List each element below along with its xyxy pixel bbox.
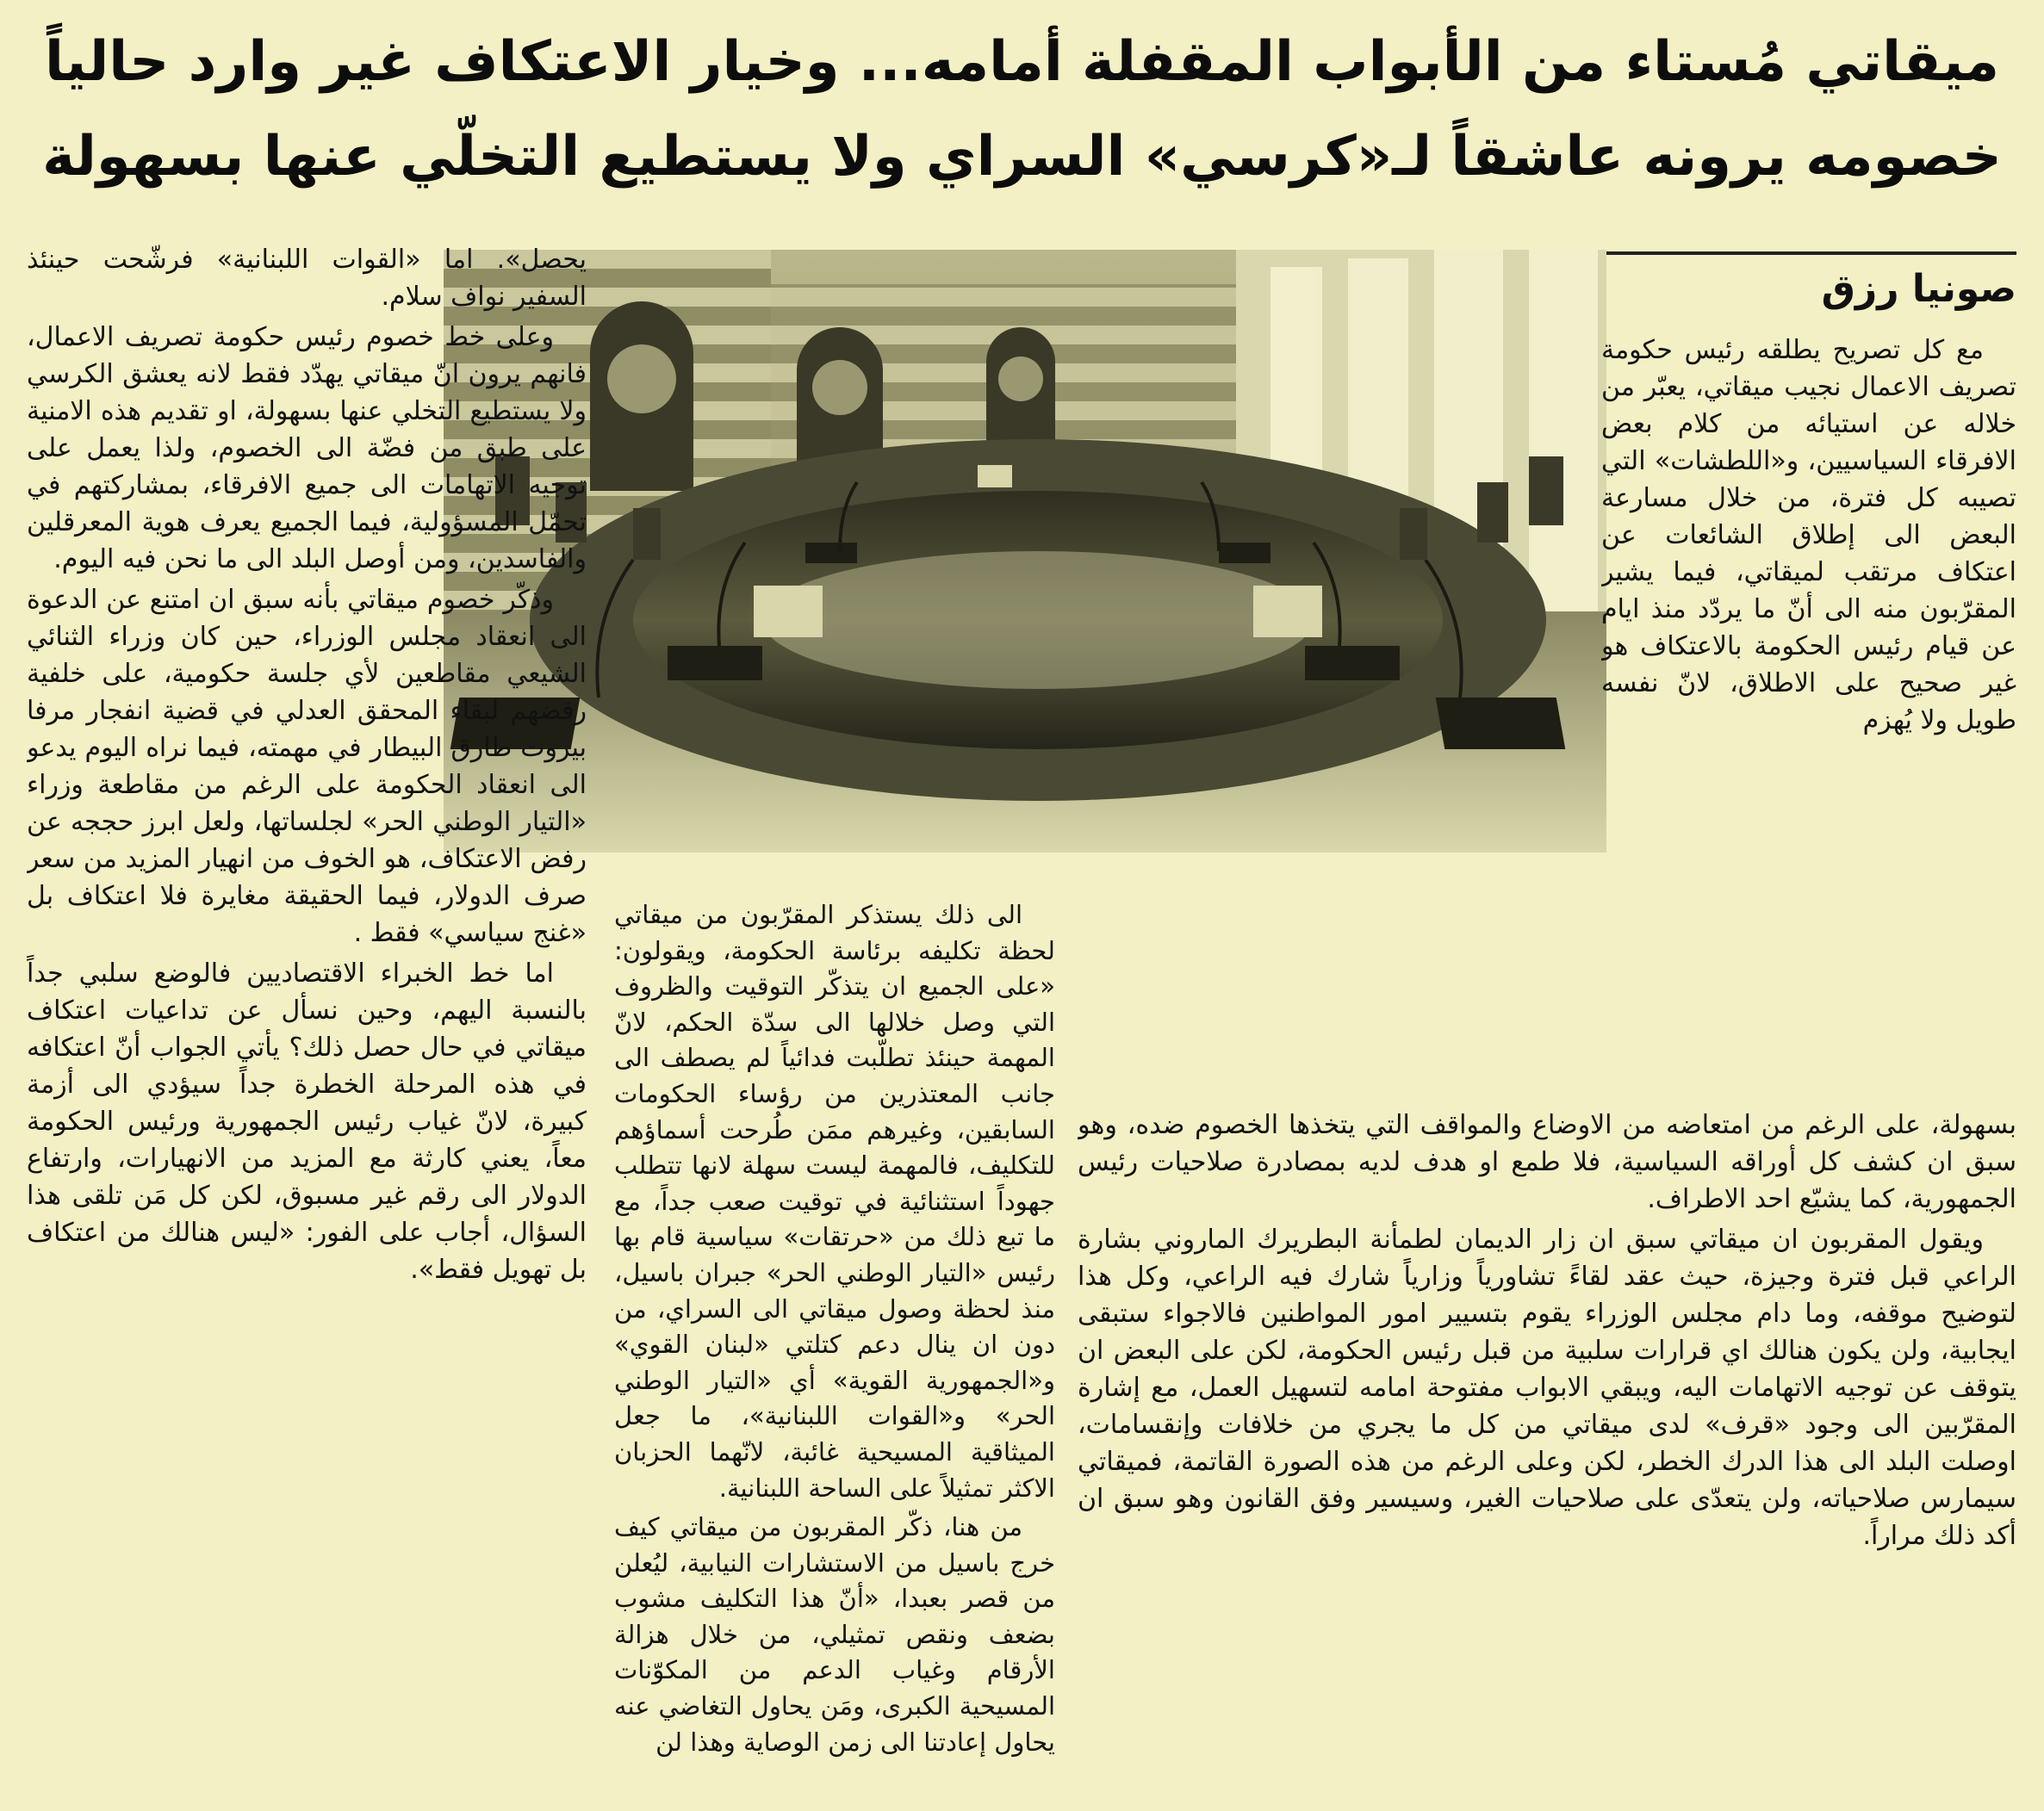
headline-line-1: ميقاتي مُستاء من الأبواب المقفلة أمامه... وخيار الاعتكاف غير وارد حالياً [45,30,1999,94]
paragraph: وذكّر خصوم ميقاتي بأنه سبق ان امتنع عن الدعوة الى انعقاد مجلس الوزراء، حين كان وزراء الثنائي الشيعي مقاطعين لأي جلسة حكومية، على خلفية رفضهم لبقاء المحقق العدلي في قضية انفجار مرفا بيروت طارق البيطار في مهمته، فيما نراه اليوم يدعو الى انعقاد الحكومة على الرغم من مقاطعة وزراء «التيار الوطني الحر» لجلساتها، ولعل ابرز حججه عن رفض الاعتكاف، هو الخوف من انهيار المزيد من سعر صرف الدولار، فيما الحقيقة مغايرة فلا اعتكاف بل «غنج سياسي» فقط . [27,585,587,948]
paragraph: يحصل». اما «القوات اللبنانية» فرشّحت حينئذ السفير نواف سلام. [27,245,587,312]
paragraph: مع كل تصريح يطلقه رئيس حكومة تصريف الاعمال نجيب ميقاتي، يعبّر من خلاله عن استيائه من كلام بعض الافرقاء السياسيين، و«اللطشات» التي تصيبه كل فترة، من خلال مسارعة البعض الى إطلاق الشائعات عن اعتكاف مرتقب لميقاتي، فيما يشير المقرّبون منه الى أنّ ما يردّد منذ ايام عن قيام رئيس الحكومة بالاعتكاف هو غير صحيح على الاطلاق، لانّ نفسه طويل ولا يُهزم [1601,335,2016,735]
paragraph: اما خط الخبراء الاقتصاديين فالوضع سلبي جداً بالنسبة اليهم، وحين نسأل عن تداعيات اعتكاف ميقاتي في حال حصل ذلك؟ يأتي الجواب أنّ اعتكافه في هذه المرحلة الخطرة جداً سيؤدي الى أزمة كبيرة، لانّ غياب رئيس الجمهورية ورئيس الحكومة معاً، يعني كارثة مع المزيد من الانهيارات، وارتفاع الدولار الى رقم غير مسبوق، لكن كل مَن تلقى هذا السؤال، أجاب على الفور: «ليس هنالك من اعتكاف بل تهويل فقط». [27,958,587,1285]
headline-line-2: خصومه يرونه عاشقاً لـ«كرسي» السراي ولا يستطيع التخلّي عنها بسهولة [42,125,2002,189]
paragraph: ويقول المقربون ان ميقاتي سبق ان زار الديمان لطمأنة البطريرك الماروني بشارة الراعي قبل فترة وجيزة، حيث عقد لقاءً تشاورياً وزارياً شارك فيه الراعي، وكل هذا لتوضيح موقفه، وما دام مجلس الوزراء يقوم بتسيير امور المواطنين فالاجواء ستبقى ايجابية، ولن يكون هنالك اي قرارات سلبية من قبل رئيس الحكومة، لكن على البعض ان يتوقف عن توجيه الاتهامات اليه، ويبقي الابواب مفتوحة امامه لتسهيل العمل، مع إشارة المقرّبين الى وجود «قرف» لدى ميقاتي من كل ما يجري من خلافات وإنقسامات، اوصلت البلد الى هذا الدرك الخطر، لكن وعلى الرغم من هذه الصورة القاتمة، فميقاتي سيمارس صلاحياته، ولن يتعدّى على صلاحيات الغير، وسيسير وفق القانون وهو سبق ان أكد ذلك مراراً. [1078,1225,2016,1551]
article-column-1-continued [1078,1107,2016,1795]
photo-illustration [444,250,1606,853]
paragraph: وعلى خط خصوم رئيس حكومة تصريف الاعمال، فانهم يرون انّ ميقاتي يهدّد فقط لانه يعشق الكرسي ولا يستطيع التخلي عنها بسهولة، او تقديم هذه الامنية على طبق من فضّة الى الخصوم، ولذا يعمل على توجيه الاتهامات الى جميع الافرقاء، بمشاركتهم في تحمّل المسؤولية، فيما الجميع يعرف هوية المعرقلين والفاسدين، ومن أوصل البلد الى ما نحن فيه اليوم. [27,322,587,574]
article-column-2 [614,897,1055,1802]
article-column-1 [1601,332,2016,1089]
cabinet-room-photo [444,250,1606,853]
paragraph: الى ذلك يستذكر المقرّبون من ميقاتي لحظة تكليفه برئاسة الحكومة، ويقولون: «على الجميع ان يتذكّر التوقيت والظروف التي وصل خلالها الى سدّة الحكم، لانّ المهمة حينئذ تطلّبت فدائياً لم يصطف الى جانب المعتذرين من رؤساء الحكومات السابقين، وغيرهم ممَن طُرحت أسماؤهم للتكليف، فالمهمة ليست سهلة لانها تتطلب جهوداً استثنائية في توقيت صعب جداً، مع ما تبع ذلك من «حرتقات» سياسية قام بها رئيس «التيار الوطني الحر» جبران باسيل، منذ لحظة وصول ميقاتي الى السراي، من دون ان ينال دعم كتلتي «لبنان القوي» و«الجمهورية القوية» أي «التيار الوطني الحر» و«القوات اللبنانية»، ما جعل الميثاقية المسيحية غائبة، لانّهما الحزبان الاكثر تمثيلاً على الساحة اللبنانية. [614,900,1055,1503]
byline: صونيا رزق [1603,251,2016,311]
paragraph: من هنا، ذكّر المقربون من ميقاتي كيف خرج باسيل من الاستشارات النيابية، ليُعلن من قصر بعبدا، «أنّ هذا التكليف مشوب بضعف ونقص تمثيلي، من خلال هزالة الأرقام وغياب الدعم من المكوّنات المسيحية الكبرى، ومَن يحاول التغاضي عنه يحاول إعادتنا الى زمن الوصاية وهذا لن [614,1512,1055,1757]
paragraph: بسهولة، على الرغم من امتعاضه من الاوضاع والمواقف التي يتخذها الخصوم ضده، وهو سبق ان كشف كل أوراقه السياسية، فلا طمع او هدف لديه بمصادرة صلاحيات رئيس الجمهورية، كما يشيّع احد الاطراف. [1078,1110,2016,1214]
article-column-3 [27,241,587,1800]
